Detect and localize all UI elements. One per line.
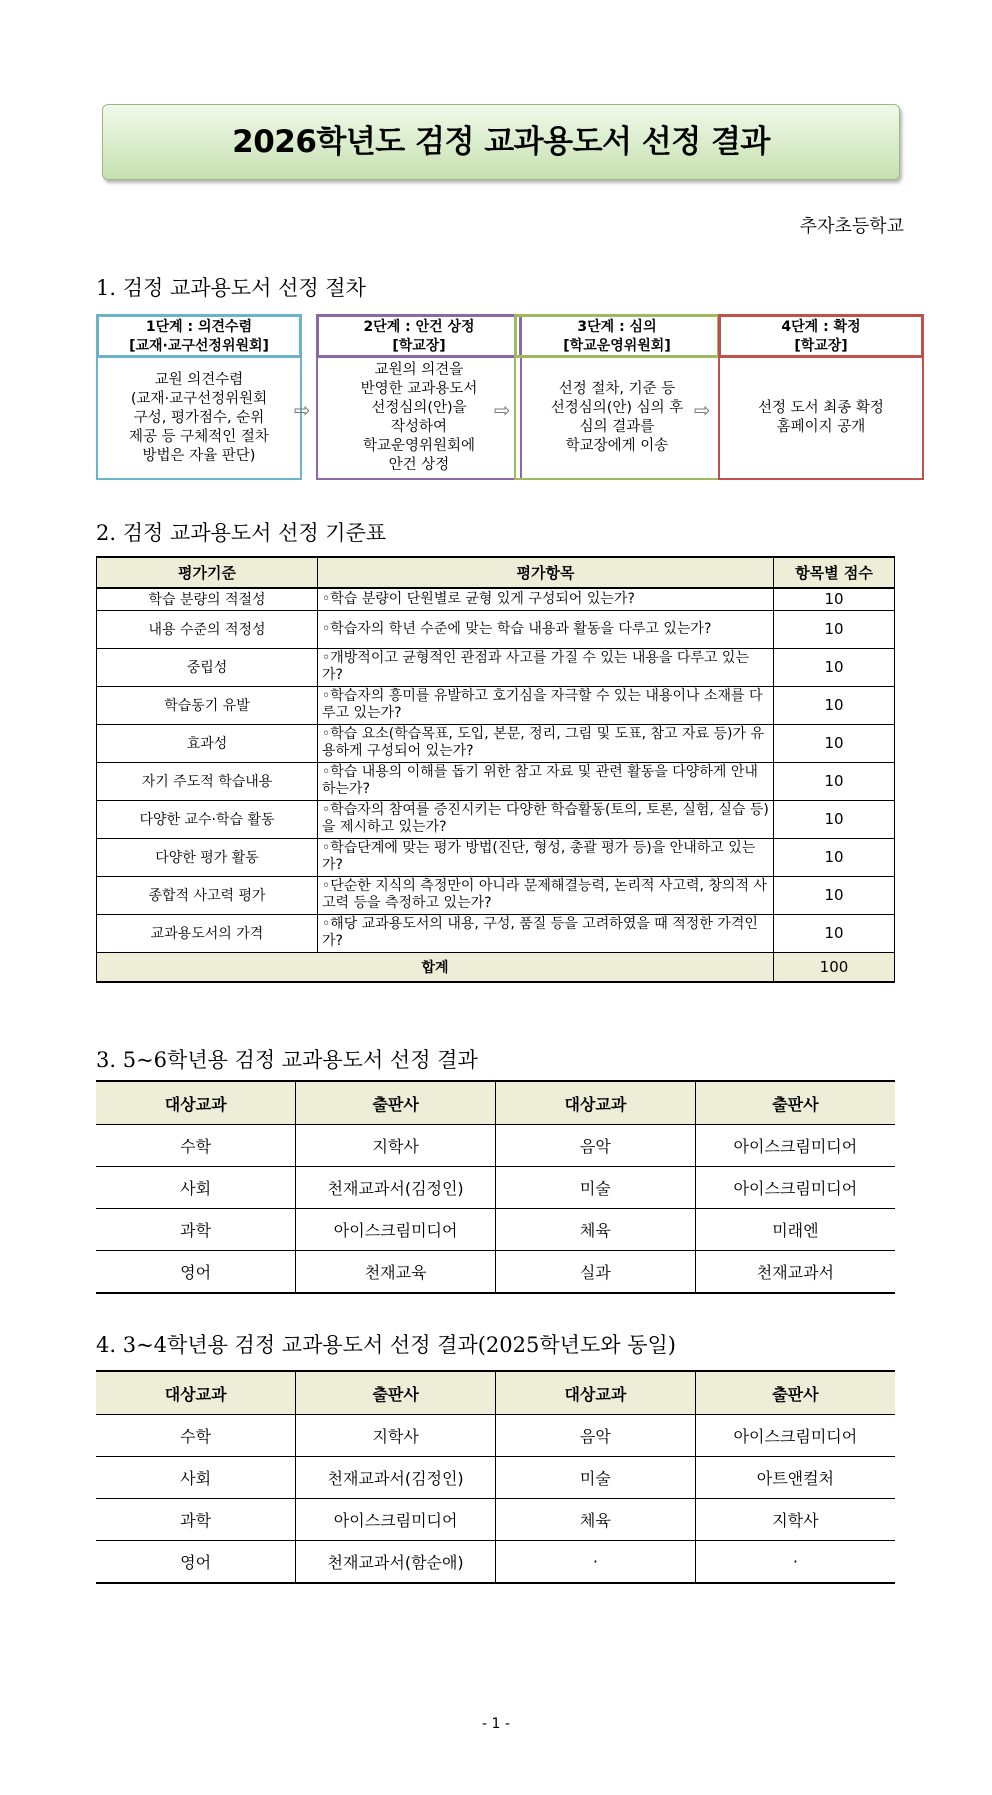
criteria-row (97, 876, 895, 914)
step-line: 구성, 평가점수, 순위 (133, 409, 265, 426)
table-row (96, 1541, 895, 1584)
criteria-row (97, 686, 895, 724)
step-title: 2단계 : 안건 상정 (363, 319, 475, 335)
item-cell: ◦단순한 지식의 측정만이 아니라 문제해결능력, 논리적 사고력, 창의적 사고력 등을 측정하고 있는가? (318, 876, 774, 914)
criterion-cell: 교과용도서의 가격 (97, 914, 318, 952)
step-line: 선정 도서 최종 확정 (758, 400, 884, 416)
item-cell: ◦학습자의 참여를 증진시키는 다양한 학습활동(토의, 토론, 실험, 실습 등)을 제시하고 있는가? (318, 800, 774, 838)
criteria-header-row (97, 557, 895, 588)
item-cell: ◦해당 교과용도서의 내용, 구성, 품질 등을 고려하였을 때 적정한 가격인가? (318, 914, 774, 952)
step-owner: [교재·교구선정위원회] (129, 338, 269, 354)
header-criterion: 평가기준 (97, 557, 318, 588)
step-line: 작성하여 (390, 419, 447, 435)
subject-cell: 과학 (96, 1499, 296, 1541)
header-publisher: 출판사 (695, 1371, 895, 1415)
publisher-cell: 천재교과서(김정인) (296, 1457, 496, 1499)
publisher-cell: 미래엔 (695, 1209, 895, 1251)
criterion-cell: 다양한 평가 활동 (97, 838, 318, 876)
step-owner: [학교장] (794, 338, 848, 354)
publisher-cell: · (695, 1541, 895, 1584)
step-1 (96, 314, 302, 480)
section1-heading: 1. 검정 교과용도서 선정 절차 (96, 276, 366, 300)
arrow-icon: ⇨ (694, 398, 711, 422)
step-description (758, 399, 884, 437)
criterion-cell: 내용 수준의 적정성 (97, 610, 318, 648)
subject-cell: 수학 (96, 1415, 296, 1457)
subject-cell: · (496, 1541, 696, 1584)
publisher-cell: 아이스크림미디어 (695, 1125, 895, 1167)
subject-cell: 미술 (496, 1167, 696, 1209)
step-body (316, 358, 522, 480)
table-row (96, 1209, 895, 1251)
arrow-icon: ⇨ (294, 398, 311, 422)
arrow-icon: ⇨ (494, 398, 511, 422)
step-line: 학교장에게 이송 (565, 438, 669, 454)
step-head (718, 314, 924, 358)
step-head (514, 314, 720, 358)
step-line: 선정심의(안)을 (371, 400, 467, 416)
criterion-cell: 중립성 (97, 648, 318, 686)
step-line: 제공 등 구체적인 절차 (129, 428, 269, 445)
subject-cell: 과학 (96, 1209, 296, 1251)
total-label: 합계 (97, 952, 774, 982)
step-line: 방법은 자율 판단) (142, 447, 256, 464)
step-head (96, 314, 302, 358)
grade56-result-table (96, 1080, 895, 1294)
publisher-cell: 아이스크림미디어 (296, 1209, 496, 1251)
score-cell: 10 (774, 610, 895, 648)
item-cell: ◦학습 내용의 이해를 돕기 위한 참고 자료 및 관련 활동을 다양하게 안내하는가? (318, 762, 774, 800)
subject-cell: 영어 (96, 1251, 296, 1294)
table-row (96, 1457, 895, 1499)
step-line: 선정 절차, 기준 등 (558, 381, 676, 397)
header-publisher: 출판사 (296, 1081, 496, 1125)
criteria-row (97, 762, 895, 800)
table-row (96, 1167, 895, 1209)
subject-cell: 음악 (496, 1125, 696, 1167)
subject-cell: 미술 (496, 1457, 696, 1499)
step-line: 선정심의(안) 심의 후 (550, 400, 684, 416)
subject-cell: 실과 (496, 1251, 696, 1294)
step-body (718, 358, 924, 480)
step-owner: [학교운영위원회] (563, 338, 671, 354)
step-body (96, 358, 302, 480)
header-score: 항목별 점수 (774, 557, 895, 588)
step-line: 안건 상정 (388, 457, 450, 473)
header-subject: 대상교과 (496, 1371, 696, 1415)
subject-cell: 체육 (496, 1209, 696, 1251)
step-title: 1단계 : 의견수렴 (145, 319, 253, 335)
publisher-cell: 천재교과서 (695, 1251, 895, 1294)
publisher-cell: 지학사 (296, 1415, 496, 1457)
score-cell: 10 (774, 876, 895, 914)
step-4 (718, 314, 924, 480)
header-publisher: 출판사 (695, 1081, 895, 1125)
criterion-cell: 효과성 (97, 724, 318, 762)
school-name: 추자초등학교 (799, 216, 904, 237)
publisher-cell: 아이스크림미디어 (695, 1167, 895, 1209)
step-head (316, 314, 522, 358)
criteria-row (97, 800, 895, 838)
title-banner (102, 104, 900, 180)
subject-cell: 음악 (496, 1415, 696, 1457)
publisher-cell: 아이스크림미디어 (296, 1499, 496, 1541)
score-cell: 10 (774, 762, 895, 800)
step-line: (교재·교구선정위원회 (130, 390, 268, 407)
publisher-cell: 천재교과서(김정인) (296, 1167, 496, 1209)
item-cell: ◦학습자의 학년 수준에 맞는 학습 내용과 활동을 다루고 있는가? (318, 610, 774, 648)
criteria-row (97, 724, 895, 762)
criteria-row (97, 588, 895, 610)
header-subject: 대상교과 (96, 1081, 296, 1125)
page-number: - 1 - (482, 1716, 510, 1732)
header-item: 평가항목 (318, 557, 774, 588)
score-cell: 10 (774, 588, 895, 610)
item-cell: ◦학습단계에 맞는 평가 방법(진단, 형성, 총괄 평가 등)을 안내하고 있는가? (318, 838, 774, 876)
step-body (514, 358, 720, 480)
section3-heading: 3. 5~6학년용 검정 교과용도서 선정 결과 (96, 1048, 478, 1072)
score-cell: 10 (774, 724, 895, 762)
section2-heading: 2. 검정 교과용도서 선정 기준표 (96, 521, 387, 545)
step-line: 심의 결과를 (579, 419, 655, 435)
criterion-cell: 종합적 사고력 평가 (97, 876, 318, 914)
criteria-row (97, 610, 895, 648)
step-title: 3단계 : 심의 (577, 319, 657, 335)
criteria-row (97, 914, 895, 952)
total-score: 100 (774, 952, 895, 982)
step-title: 4단계 : 확정 (781, 319, 861, 335)
publisher-cell: 아이스크림미디어 (695, 1415, 895, 1457)
criteria-table (96, 556, 895, 983)
criteria-row (97, 838, 895, 876)
table-row (96, 1499, 895, 1541)
header-subject: 대상교과 (96, 1371, 296, 1415)
criterion-cell: 학습 분량의 적절성 (97, 588, 318, 610)
step-line: 교원의 의견을 (374, 362, 464, 378)
step-description (129, 371, 269, 466)
publisher-cell: 천재교육 (296, 1251, 496, 1294)
criterion-cell: 학습동기 유발 (97, 686, 318, 724)
subject-cell: 체육 (496, 1499, 696, 1541)
step-description (361, 361, 478, 475)
publisher-cell: 천재교과서(함순애) (296, 1541, 496, 1584)
subject-cell: 사회 (96, 1167, 296, 1209)
step-3 (514, 314, 720, 480)
criteria-row (97, 648, 895, 686)
section4-heading: 4. 3~4학년용 검정 교과용도서 선정 결과(2025학년도와 동일) (96, 1333, 676, 1357)
table-row (96, 1125, 895, 1167)
step-line: 반영한 교과용도서 (360, 381, 478, 397)
table-row (96, 1415, 895, 1457)
header-publisher: 출판사 (296, 1371, 496, 1415)
item-cell: ◦학습자의 흥미를 유발하고 호기심을 자극할 수 있는 내용이나 소재를 다루고 있는가? (318, 686, 774, 724)
step-line: 홈페이지 공개 (776, 419, 866, 435)
score-cell: 10 (774, 838, 895, 876)
total-row (97, 952, 895, 982)
step-description (551, 380, 684, 456)
publisher-cell: 지학사 (695, 1499, 895, 1541)
step-line: 학교운영위원회에 (362, 438, 476, 454)
item-cell: ◦학습 요소(학습목표, 도입, 본문, 정리, 그림 및 도표, 참고 자료 등)가 유용하게 구성되어 있는가? (318, 724, 774, 762)
item-cell: ◦학습 분량이 단원별로 균형 있게 구성되어 있는가? (318, 588, 774, 610)
step-owner: [학교장] (392, 338, 446, 354)
grade34-result-table (96, 1370, 895, 1584)
publisher-cell: 지학사 (296, 1125, 496, 1167)
header-subject: 대상교과 (496, 1081, 696, 1125)
step-line: 교원 의견수렴 (154, 371, 244, 388)
score-cell: 10 (774, 800, 895, 838)
subject-cell: 영어 (96, 1541, 296, 1584)
subject-cell: 수학 (96, 1125, 296, 1167)
publisher-cell: 아트앤컬처 (695, 1457, 895, 1499)
criterion-cell: 다양한 교수·학습 활동 (97, 800, 318, 838)
score-cell: 10 (774, 914, 895, 952)
table-row (96, 1251, 895, 1294)
score-cell: 10 (774, 648, 895, 686)
score-cell: 10 (774, 686, 895, 724)
page-title: 2026학년도 검정 교과용도서 선정 결과 (232, 124, 770, 160)
item-cell: ◦개방적이고 균형적인 관점과 사고를 가질 수 있는 내용을 다루고 있는가? (318, 648, 774, 686)
criterion-cell: 자기 주도적 학습내용 (97, 762, 318, 800)
step-2 (316, 314, 522, 480)
subject-cell: 사회 (96, 1457, 296, 1499)
